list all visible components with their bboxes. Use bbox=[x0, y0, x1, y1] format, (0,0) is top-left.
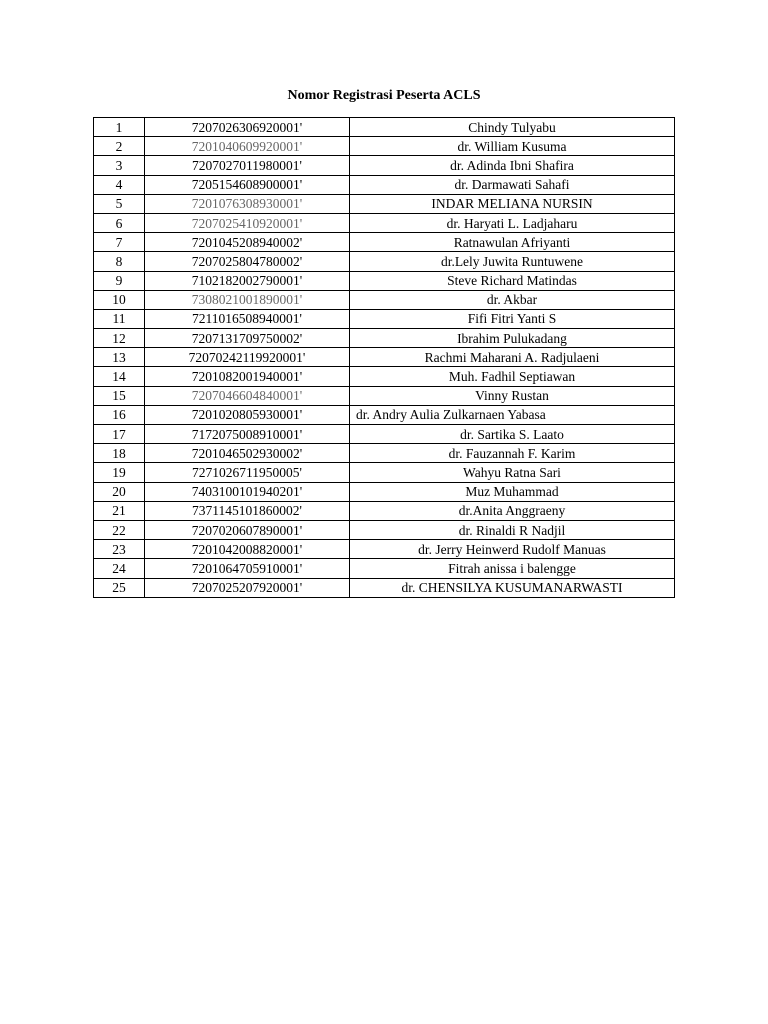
registration-number: 7201046502930002' bbox=[145, 444, 350, 463]
row-number: 19 bbox=[94, 463, 145, 482]
table-row bbox=[94, 482, 675, 501]
participant-name: dr. Andry Aulia Zulkarnaen Yabasa bbox=[350, 405, 675, 424]
registration-number: 7207027011980001' bbox=[145, 156, 350, 175]
registration-number: 7211016508940001' bbox=[145, 309, 350, 328]
participant-name: INDAR MELIANA NURSIN bbox=[350, 194, 675, 213]
participant-name: Steve Richard Matindas bbox=[350, 271, 675, 290]
participant-name: Wahyu Ratna Sari bbox=[350, 463, 675, 482]
row-number: 11 bbox=[94, 309, 145, 328]
registration-number: 7207025410920001' bbox=[145, 213, 350, 232]
row-number: 6 bbox=[94, 213, 145, 232]
registration-number: 7201082001940001' bbox=[145, 367, 350, 386]
participant-name: Fitrah anissa i balengge bbox=[350, 559, 675, 578]
registration-table bbox=[93, 117, 675, 598]
participant-name: dr. Akbar bbox=[350, 290, 675, 309]
registration-number: 7172075008910001' bbox=[145, 425, 350, 444]
row-number: 4 bbox=[94, 175, 145, 194]
table-row bbox=[94, 156, 675, 175]
table-row bbox=[94, 213, 675, 232]
participant-name: Vinny Rustan bbox=[350, 386, 675, 405]
table-row bbox=[94, 252, 675, 271]
registration-number: 7201040609920001' bbox=[145, 137, 350, 156]
row-number: 18 bbox=[94, 444, 145, 463]
row-number: 23 bbox=[94, 540, 145, 559]
row-number: 10 bbox=[94, 290, 145, 309]
table-row bbox=[94, 329, 675, 348]
registration-number: 7201076308930001' bbox=[145, 194, 350, 213]
row-number: 3 bbox=[94, 156, 145, 175]
participant-name: Fifi Fitri Yanti S bbox=[350, 309, 675, 328]
participant-name: Ratnawulan Afriyanti bbox=[350, 233, 675, 252]
row-number: 25 bbox=[94, 578, 145, 597]
table-row bbox=[94, 233, 675, 252]
table-row bbox=[94, 386, 675, 405]
row-number: 21 bbox=[94, 501, 145, 520]
row-number: 15 bbox=[94, 386, 145, 405]
row-number: 2 bbox=[94, 137, 145, 156]
registration-number: 7207020607890001' bbox=[145, 520, 350, 539]
participant-name: Rachmi Maharani A. Radjulaeni bbox=[350, 348, 675, 367]
row-number: 1 bbox=[94, 118, 145, 137]
registration-number: 7102182002790001' bbox=[145, 271, 350, 290]
row-number: 9 bbox=[94, 271, 145, 290]
table-row bbox=[94, 175, 675, 194]
table-row bbox=[94, 463, 675, 482]
page-title: Nomor Registrasi Peserta ACLS bbox=[287, 88, 481, 103]
participant-name: dr. CHENSILYA KUSUMANARWASTI bbox=[350, 578, 675, 597]
participant-name: dr.Lely Juwita Runtuwene bbox=[350, 252, 675, 271]
row-number: 16 bbox=[94, 405, 145, 424]
row-number: 20 bbox=[94, 482, 145, 501]
table-row bbox=[94, 520, 675, 539]
participant-name: dr. Haryati L. Ladjaharu bbox=[350, 213, 675, 232]
participant-name: dr. Sartika S. Laato bbox=[350, 425, 675, 444]
table-row bbox=[94, 578, 675, 597]
table-row bbox=[94, 137, 675, 156]
registration-number: 7205154608900001' bbox=[145, 175, 350, 194]
row-number: 17 bbox=[94, 425, 145, 444]
row-number: 7 bbox=[94, 233, 145, 252]
table-row bbox=[94, 118, 675, 137]
table-row bbox=[94, 348, 675, 367]
participant-name: Muh. Fadhil Septiawan bbox=[350, 367, 675, 386]
participant-name: dr.Anita Anggraeny bbox=[350, 501, 675, 520]
participant-name: Chindy Tulyabu bbox=[350, 118, 675, 137]
registration-number: 7403100101940201' bbox=[145, 482, 350, 501]
table-row bbox=[94, 405, 675, 424]
row-number: 8 bbox=[94, 252, 145, 271]
table-row bbox=[94, 501, 675, 520]
registration-number: 7207131709750002' bbox=[145, 329, 350, 348]
participant-name: dr. Fauzannah F. Karim bbox=[350, 444, 675, 463]
table-row bbox=[94, 271, 675, 290]
table-row bbox=[94, 309, 675, 328]
row-number: 14 bbox=[94, 367, 145, 386]
table-row bbox=[94, 540, 675, 559]
participant-name: dr. William Kusuma bbox=[350, 137, 675, 156]
registration-number: 7201064705910001' bbox=[145, 559, 350, 578]
participant-name: Muz Muhammad bbox=[350, 482, 675, 501]
participant-name: dr. Adinda Ibni Shafira bbox=[350, 156, 675, 175]
registration-number: 7207025207920001' bbox=[145, 578, 350, 597]
registration-number: 7201045208940002' bbox=[145, 233, 350, 252]
participant-name: Ibrahim Pulukadang bbox=[350, 329, 675, 348]
registration-number: 7201042008820001' bbox=[145, 540, 350, 559]
registration-number: 7271026711950005' bbox=[145, 463, 350, 482]
table-row bbox=[94, 290, 675, 309]
row-number: 12 bbox=[94, 329, 145, 348]
participant-name: dr. Jerry Heinwerd Rudolf Manuas bbox=[350, 540, 675, 559]
table-row bbox=[94, 444, 675, 463]
row-number: 13 bbox=[94, 348, 145, 367]
registration-number: 7207025804780002' bbox=[145, 252, 350, 271]
participant-name: dr. Rinaldi R Nadjil bbox=[350, 520, 675, 539]
table-row bbox=[94, 425, 675, 444]
registration-number: 7207046604840001' bbox=[145, 386, 350, 405]
registration-number: 7371145101860002' bbox=[145, 501, 350, 520]
row-number: 24 bbox=[94, 559, 145, 578]
row-number: 22 bbox=[94, 520, 145, 539]
table-row bbox=[94, 367, 675, 386]
registration-number: 72070242119920001' bbox=[145, 348, 350, 367]
participant-name: dr. Darmawati Sahafi bbox=[350, 175, 675, 194]
row-number: 5 bbox=[94, 194, 145, 213]
registration-number: 7308021001890001' bbox=[145, 290, 350, 309]
registration-number: 7207026306920001' bbox=[145, 118, 350, 137]
table-row bbox=[94, 194, 675, 213]
table-row bbox=[94, 559, 675, 578]
registration-number: 7201020805930001' bbox=[145, 405, 350, 424]
